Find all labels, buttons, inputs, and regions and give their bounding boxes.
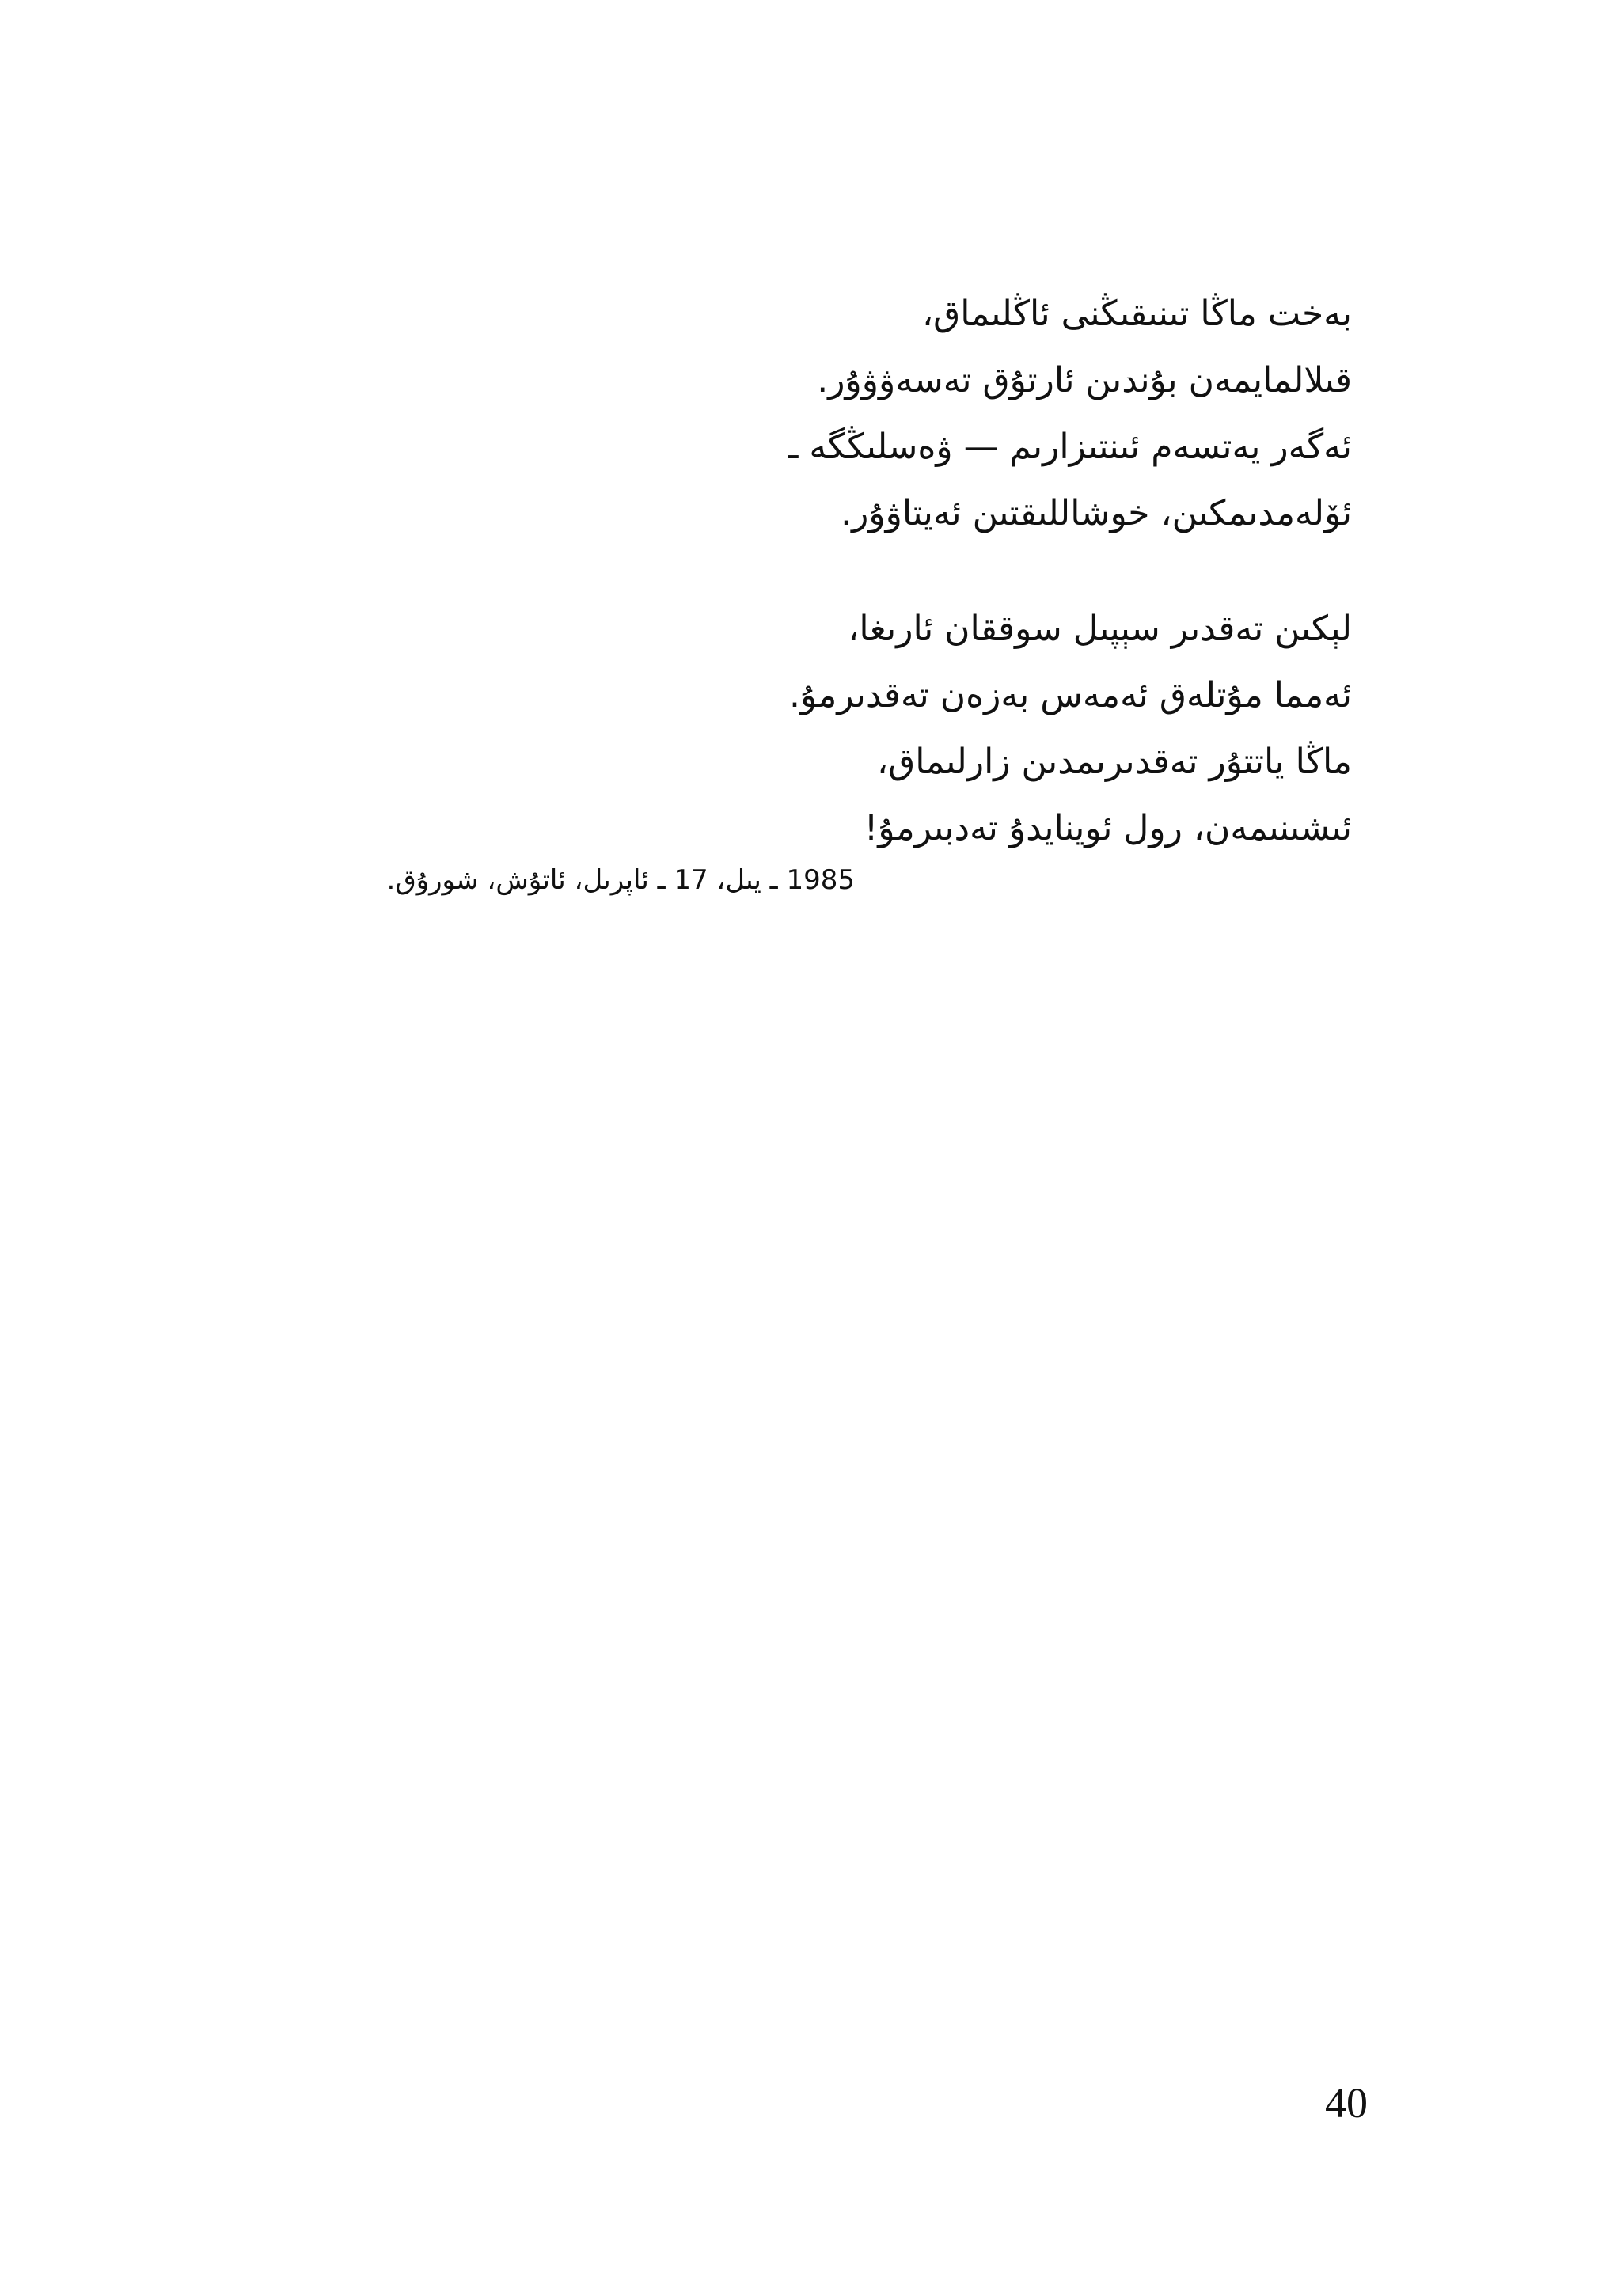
poem-line: ئىشىنىمەن، رول ئوينايدۇ تەدبىرمۇ! [864,808,1352,848]
poem-line: ئەگەر يەتسەم ئىنتىزارىم — ۋەسلىڭگە ـ [788,427,1352,467]
poem-line: ئۆلەمدىمكىن، خوشاللىقتىن ئەيتاۋۇر. [841,493,1352,533]
stanza-1 [560,281,1352,547]
poem-line: ئەمما مۇتلەق ئەمەس بەزەن تەقدىرمۇ. [789,675,1352,715]
poem-dateline: 1985 ـ يىل، 17 ـ ئاپرىل، ئاتۇش، شورۇق. [386,864,855,896]
stanza-2 [560,596,1352,862]
page-number: 40 [1325,2079,1368,2127]
poem-line: ماڭا ياتتۇر تەقدىرىمدىن زارلىماق، [876,742,1352,782]
poem-line: بەخت ماڭا تىنىقىڭنى ئاڭلىماق، [921,294,1352,334]
poem-line: قىلالمايمەن بۇندىن ئارتۇق تەسەۋۋۇر. [817,360,1352,400]
poem-line: لېكىن تەقدىر سېپىل سوققان ئارىغا، [848,609,1352,649]
poem [560,281,1352,862]
